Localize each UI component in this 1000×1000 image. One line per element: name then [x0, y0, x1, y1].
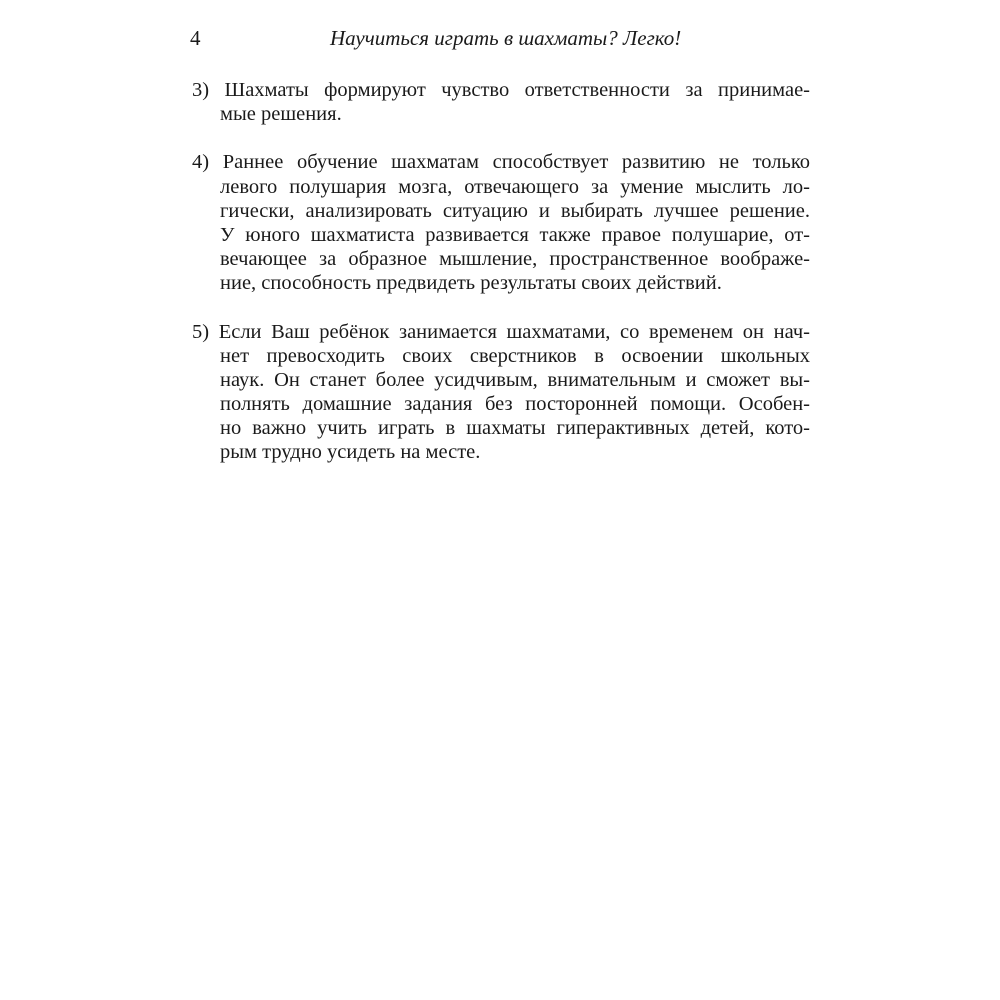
page-number: 4	[190, 26, 201, 50]
text-line: мые решения.	[220, 103, 342, 126]
text-line: нет превосходить своих сверстников в освоении школьных	[220, 344, 810, 367]
running-title: Научиться играть в шахматы? Легко!	[330, 26, 682, 50]
list-item-4	[192, 150, 810, 295]
text-line: вечающее за образное мышление, пространственное воображе-	[220, 248, 810, 271]
list-item-5	[192, 320, 810, 465]
text-line: 5) Если Ваш ребёнок занимается шахматами, со временем он нач-	[192, 320, 810, 343]
text-line: гически, анализировать ситуацию и выбирать лучшее решение.	[220, 199, 810, 222]
text-line: рым трудно усидеть на месте.	[220, 441, 481, 464]
text-line: но важно учить играть в шахматы гиперактивных детей, кото-	[220, 417, 810, 440]
text-line: левого полушария мозга, отвечающего за умение мыслить ло-	[220, 175, 810, 198]
text-line: 4) Раннее обучение шахматам способствует развитию не только	[192, 151, 810, 174]
list-item-3	[192, 78, 810, 126]
text-line: наук. Он станет более усидчивым, внимательным и сможет вы-	[220, 368, 810, 391]
text-line: ние, способность предвидеть результаты своих действий.	[220, 272, 722, 295]
body-text	[192, 78, 810, 489]
text-line: У юного шахматиста развивается также правое полушарие, от-	[220, 223, 810, 246]
text-line: 3) Шахматы формируют чувство ответственности за принимае-	[192, 79, 810, 101]
text-line: полнять домашние задания без посторонней помощи. Особен-	[220, 393, 810, 416]
